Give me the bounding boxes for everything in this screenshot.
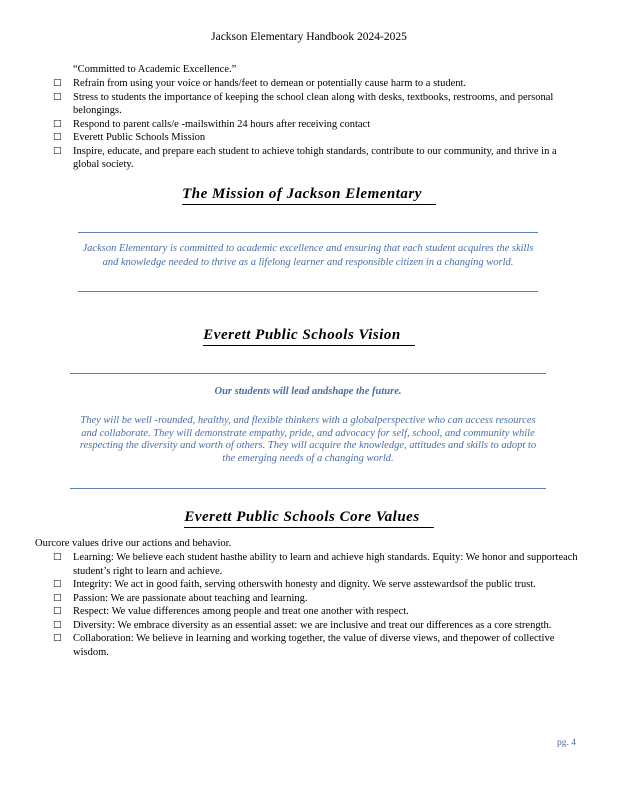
mission-statement: Jackson Elementary is committed to academic excellence and ensuring that each student acquires the skills and knowledge needed to thrive as a lifelong learner and responsible citizen in a changing world. (82, 243, 534, 268)
square-bullet-icon: □ (53, 145, 62, 156)
vision-statement: They will be well -rounded, healthy, and flexible thinkers with a globalperspective who can access resources and collaborate. They will demonstrate empathy, pride, and advocacy for self, school, and community while respecting the diversity and worth of others. They will acquire the knowledge, attitudes and skills to adopt to the emerging needs of a changing world. (79, 415, 537, 464)
list-item: □ Everett Public Schools Mission (53, 132, 206, 143)
core-values-title: Everett Public Schools Core Values (0, 509, 618, 528)
list-item: □ Respond to parent calls/e -mailswithin 24 hours after receiving contact (53, 118, 371, 130)
square-bullet-icon: □ (53, 633, 62, 643)
list-item: □ Diversity: We embrace diversity as an essential asset: we are inclusive and treat our differences as a core strength. (53, 619, 552, 631)
square-bullet-icon: □ (53, 592, 62, 603)
square-bullet-icon: □ (53, 118, 62, 129)
square-bullet-icon: □ (53, 132, 62, 142)
square-bullet-icon: □ (53, 552, 62, 562)
list-item: □ Stress to students the importance of keeping the school clean along with desks, textbooks, restrooms, and personal belongings. (53, 91, 554, 116)
divider (70, 373, 546, 374)
vision-title: Everett Public Schools Vision (0, 327, 618, 346)
intro-list (53, 77, 573, 172)
list-item: □ Respect: We value differences among people and treat one another with respect. (53, 606, 409, 617)
page-number: pg. 4 (557, 738, 576, 748)
list-item: □ Passion: We are passionate about teaching and learning. (53, 592, 308, 604)
list-item: □ Integrity: We act in good faith, serving otherswith honesty and dignity. We serve asstewardsof the public trust. (53, 579, 536, 590)
mission-title: The Mission of Jackson Elementary (0, 186, 618, 205)
square-bullet-icon: □ (53, 78, 62, 88)
page-header: Jackson Elementary Handbook 2024-2025 (211, 31, 407, 43)
core-values-intro: Ourcore values drive our actions and behavior. (35, 538, 232, 549)
square-bullet-icon: □ (53, 91, 62, 102)
divider (70, 488, 546, 489)
list-item: □ Learning: We believe each student hasthe ability to learn and achieve high standards. Equity: We honor and supporteach student’s right to learn and achieve. (53, 552, 578, 577)
square-bullet-icon: □ (53, 606, 62, 616)
intro-quote: “Committed to Academic Excellence.” (73, 64, 237, 75)
divider (78, 291, 538, 292)
vision-tagline: Our students will lead andshape the future. (214, 386, 402, 397)
square-bullet-icon: □ (53, 579, 62, 589)
list-item: □ Inspire, educate, and prepare each student to achieve tohigh standards, contribute to our community, and thrive in a global society. (53, 145, 557, 170)
list-item: □ Refrain from using your voice or hands/feet to demean or potentially cause harm to a student. (53, 78, 467, 89)
square-bullet-icon: □ (53, 619, 62, 630)
list-item: □ Collaboration: We believe in learning and working together, the value of diverse views, and thepower of collective wisdom. (53, 633, 555, 658)
core-values-list (53, 551, 583, 659)
divider (78, 232, 538, 233)
